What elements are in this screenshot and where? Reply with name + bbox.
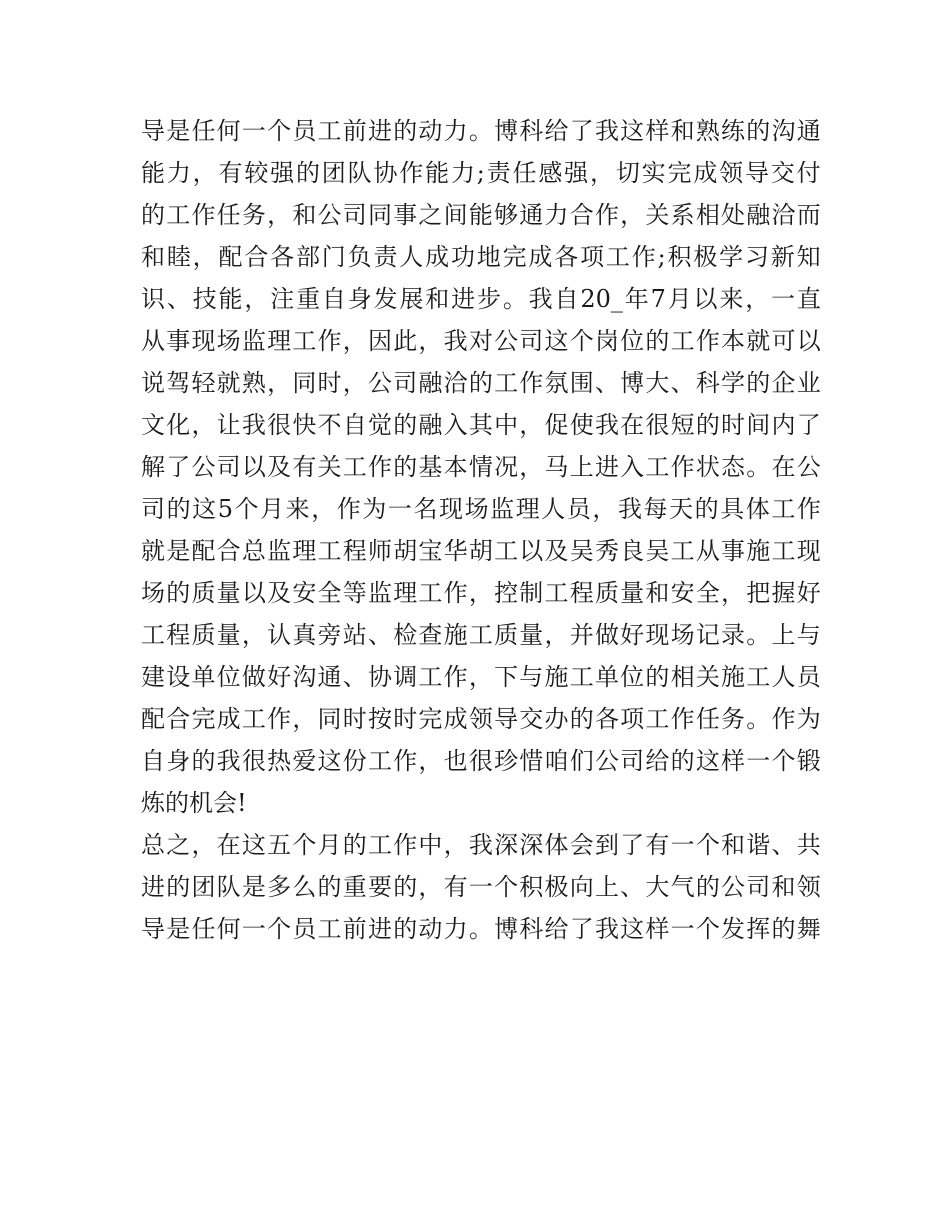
text-line: 和 睦 ， 配 合 各 部 门 负 责 人 成 功 地 完 成 各 项 工 作 ; 积 极 学 习 新 知: [141, 243, 821, 271]
text-line: 识 、 技 能 ， 注 重 自 身 发 展 和 进 步 。 我 自 20_ 年 7 月 以 来 ， 一 直: [141, 285, 821, 313]
text-line: 就 是 配 合 总 监 理 工 程 师 胡 宝 华 胡 工 以 及 吴 秀 良 吴 工 从 事 施 工 现: [141, 537, 821, 565]
text-line: 场 的 质 量 以 及 安 全 等 监 理 工 作 ， 控 制 工 程 质 量 和 安 全 ， 把 握 好: [141, 579, 821, 607]
text-line: 导 是 任 何 一 个 员 工 前 进 的 动 力 。 博 科 给 了 我 这 样 一 个 发 挥 的 舞: [141, 915, 821, 943]
text-line: 文 化 ， 让 我 很 快 不 自 觉 的 融 入 其 中 ， 促 使 我 在 很 短 的 时 间 内 了: [141, 411, 821, 439]
document-body: [141, 110, 821, 950]
text-line: 导 是 任 何 一 个 员 工 前 进 的 动 力 。 博 科 给 了 我 这 样 和 熟 练 的 沟 通: [141, 117, 821, 145]
text-line: 自 身 的 我 很 热 爱 这 份 工 作 ， 也 很 珍 惜 咱 们 公 司 给 的 这 样 一 个 锻: [141, 747, 821, 775]
text-line: 的 工 作 任 务 ， 和 公 司 同 事 之 间 能 够 通 力 合 作 ， 关 系 相 处 融 洽 而: [141, 201, 821, 229]
text-line: 能 力 ， 有 较 强 的 团 队 协 作 能 力 ; 责 任 感 强 ， 切 实 完 成 领 导 交 付: [141, 159, 821, 187]
paragraph-last-line: 炼的机会!: [141, 789, 247, 817]
text-line: 进 的 团 队 是 多 么 的 重 要 的 ， 有 一 个 积 极 向 上 、 大 气 的 公 司 和 领: [141, 873, 821, 901]
text-line: 从 事 现 场 监 理 工 作 ， 因 此 ， 我 对 公 司 这 个 岗 位 的 工 作 本 就 可 以: [141, 327, 821, 355]
text-line: 司 的 这 5 个 月 来 ， 作 为 一 名 现 场 监 理 人 员 ， 我 每 天 的 具 体 工 作: [141, 495, 821, 523]
text-line: 工 程 质 量 ， 认 真 旁 站 、 检 查 施 工 质 量 ， 并 做 好 现 场 记 录 。 上 与: [141, 621, 821, 649]
text-line: 解 了 公 司 以 及 有 关 工 作 的 基 本 情 况 ， 马 上 进 入 工 作 状 态 。 在 公: [141, 453, 821, 481]
text-line: 建 设 单 位 做 好 沟 通 、 协 调 工 作 ， 下 与 施 工 单 位 的 相 关 施 工 人 员: [141, 663, 821, 691]
text-line: 配 合 完 成 工 作 ， 同 时 按 时 完 成 领 导 交 办 的 各 项 工 作 任 务 。 作 为: [141, 705, 821, 733]
text-line: 总 之 ， 在 这 五 个 月 的 工 作 中 ， 我 深 深 体 会 到 了 有 一 个 和 谐 、 共: [141, 831, 821, 859]
text-line: 说 驾 轻 就 熟 ， 同 时 ， 公 司 融 洽 的 工 作 氛 围 、 博 大 、 科 学 的 企 业: [141, 369, 821, 397]
